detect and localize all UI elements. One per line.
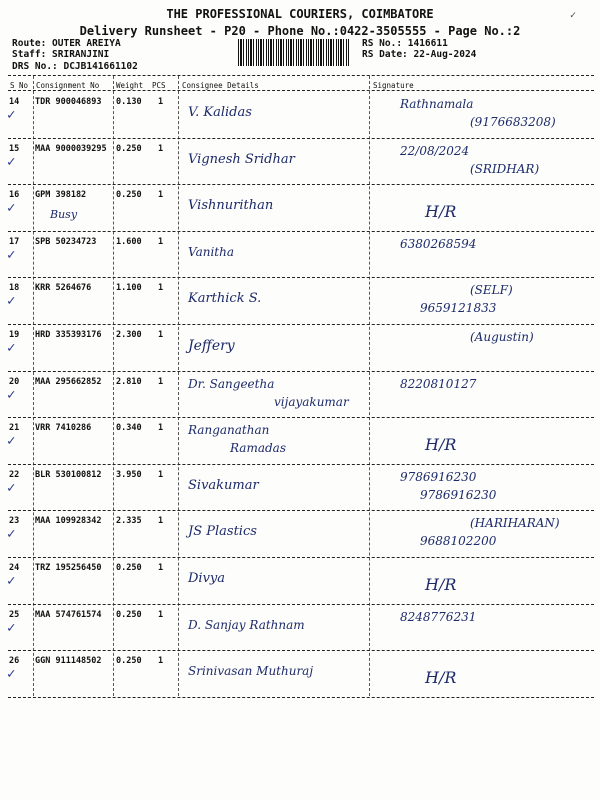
row-signature-line2: (SRIDHAR)	[470, 161, 540, 176]
row-weight: 2.300	[116, 330, 142, 340]
row-consignee-line2: Ramadas	[230, 441, 286, 456]
row-signature: (Augustin)	[470, 330, 534, 344]
row-divider	[8, 557, 594, 558]
row-sno: 14	[9, 97, 20, 107]
row-consignment: GPM 398182	[35, 190, 87, 201]
row-signature: H/R	[425, 575, 457, 594]
row-weight: 0.250	[116, 143, 142, 154]
row-divider	[8, 371, 594, 372]
row-consignment: SPB 50234723	[35, 236, 97, 247]
delivered-check-mark: ✓	[7, 246, 16, 263]
col-header-pcs: PCS	[152, 81, 166, 90]
row-signature: H/R	[425, 202, 457, 222]
row-sno: 15	[9, 143, 20, 154]
delivered-check-mark: ✓	[7, 619, 16, 636]
row-signature: (SELF)	[470, 283, 513, 298]
row-consignee: D. Sanjay Rathnam	[188, 617, 305, 632]
row-weight: 0.250	[116, 609, 142, 620]
row-pcs: 1	[158, 236, 164, 247]
delivered-check-mark: ✓	[7, 293, 16, 310]
row-consignee: Vanitha	[188, 244, 234, 259]
row-pcs: 1	[158, 330, 164, 340]
delivered-check-mark: ✓	[7, 200, 16, 217]
row-consignee: Jeffery	[188, 338, 235, 354]
row-divider	[8, 231, 594, 232]
row-consignee: Ranganathan	[188, 423, 270, 438]
row-pcs: 1	[158, 97, 164, 107]
row-consignment: GGN 911148502	[35, 656, 102, 667]
row-signature: (HARIHARAN)	[470, 516, 560, 531]
delivered-check-mark: ✓	[7, 666, 16, 683]
row-pcs: 1	[158, 190, 164, 201]
row-sno: 20	[9, 376, 20, 387]
row-signature-line2: 9659121833	[420, 301, 497, 316]
row-sno: 26	[9, 656, 20, 667]
row-sno: 25	[9, 609, 20, 620]
row-consignment: MAA 9000039295	[35, 143, 107, 154]
row-consignment: BLR 530100812	[35, 469, 102, 480]
row-consignment: VRR 7410286	[35, 423, 92, 434]
row-signature: H/R	[425, 668, 457, 688]
rs-number: RS No.: 1416611	[362, 38, 448, 49]
corner-check-mark: ✓	[570, 10, 577, 21]
row-consignment: MAA 295662852	[35, 376, 102, 387]
row-sno: 19	[9, 330, 20, 340]
row-divider	[8, 324, 594, 325]
row-consignee: Dr. Sangeetha	[188, 376, 275, 391]
col-header-sno: S No	[10, 81, 29, 90]
row-divider	[8, 510, 594, 511]
row-weight: 1.600	[116, 236, 142, 247]
row-consignee: Sivakumar	[188, 477, 259, 493]
row-consignee: V. Kalidas	[188, 105, 252, 120]
row-sno: 23	[9, 516, 20, 527]
row-consignment: KRR 5264676	[35, 283, 92, 294]
col-header-weight: Weight	[116, 81, 144, 90]
row-signature: 22/08/2024	[400, 143, 470, 158]
row-sno: 16	[9, 190, 20, 201]
row-consignment: TRZ 195256450	[35, 563, 102, 573]
col-header-signature: Signature	[373, 81, 414, 90]
row-weight: 3.950	[116, 469, 142, 480]
row-pcs: 1	[158, 423, 164, 434]
row-pcs: 1	[158, 656, 164, 667]
delivered-check-mark: ✓	[7, 573, 16, 589]
runsheet-subtitle: Delivery Runsheet - P20 - Phone No.:0422-3505555 - Page No.:2	[79, 24, 521, 38]
company-title: THE PROFESSIONAL COURIERS, COIMBATORE	[166, 7, 434, 21]
delivered-check-mark: ✓	[7, 340, 16, 356]
delivered-check-mark: ✓	[7, 526, 16, 543]
row-signature: 9786916230	[400, 469, 477, 484]
row-weight: 0.340	[116, 423, 142, 434]
drs-number: DRS No.: DCJB141661102	[12, 61, 138, 72]
row-signature-line2: (9176683208)	[470, 115, 556, 129]
row-sno: 21	[9, 423, 20, 434]
delivered-check-mark: ✓	[7, 479, 16, 496]
row-divider	[8, 417, 594, 418]
row-sno: 18	[9, 283, 20, 294]
row-consignment: HRD 335393176	[35, 330, 102, 340]
delivered-check-mark: ✓	[7, 107, 16, 123]
row-pcs: 1	[158, 609, 164, 620]
row-consignee-line2: vijayakumar	[274, 394, 349, 409]
row-sno: 24	[9, 563, 20, 573]
row-divider	[8, 604, 594, 605]
delivered-check-mark: ✓	[7, 153, 16, 170]
row-weight: 2.335	[116, 516, 142, 527]
row-divider	[8, 464, 594, 465]
row-consignee: Divya	[188, 571, 226, 586]
row-pcs: 1	[158, 283, 164, 294]
row-weight: 1.100	[116, 283, 142, 294]
row-consignee: JS Plastics	[188, 524, 257, 540]
row-divider	[8, 184, 594, 185]
row-sno: 17	[9, 236, 20, 247]
row-consignee: Karthick S.	[188, 291, 262, 307]
row-pcs: 1	[158, 469, 164, 480]
row-weight: 0.250	[116, 563, 142, 573]
row-signature-line2: 9688102200	[420, 534, 497, 549]
row-divider	[8, 697, 594, 698]
row-consignee: Vishnurithan	[188, 198, 274, 214]
row-consignment: TDR 900046893	[35, 97, 102, 107]
barcode-image	[238, 39, 350, 66]
row-pcs: 1	[158, 143, 164, 154]
row-signature-line2: 9786916230	[420, 487, 497, 502]
row-pcs: 1	[158, 376, 164, 387]
row-signature: 8248776231	[400, 609, 477, 624]
row-weight: 0.130	[116, 97, 142, 107]
row-consignment: MAA 109928342	[35, 516, 102, 527]
row-consignee: Vignesh Sridhar	[188, 151, 295, 167]
row-weight: 0.250	[116, 190, 142, 201]
row-pcs: 1	[158, 516, 164, 527]
row-divider	[8, 650, 594, 651]
header-top-rule	[8, 75, 594, 76]
row-weight: 2.810	[116, 376, 142, 387]
row-pcs: 1	[158, 563, 164, 573]
row-sno: 22	[9, 469, 20, 480]
route-label: Route: OUTER AREIYA	[12, 38, 121, 49]
row-signature: 8220810127	[400, 376, 477, 391]
row-divider	[8, 277, 594, 278]
delivered-check-mark: ✓	[7, 433, 16, 450]
row-signature: Rathnamala	[400, 97, 474, 111]
header-bottom-rule	[8, 90, 594, 91]
col-header-consignment: Consignment No	[36, 81, 100, 90]
row-signature: H/R	[425, 435, 457, 455]
delivered-check-mark: ✓	[7, 386, 16, 403]
row-divider	[8, 138, 594, 139]
row-consignee: Srinivasan Muthuraj	[188, 664, 314, 679]
row-consignment: MAA 574761574	[35, 609, 102, 620]
rs-date: RS Date: 22-Aug-2024	[362, 49, 477, 60]
staff-label: Staff: SRIRANJINI	[12, 49, 110, 60]
row-signature: 6380268594	[400, 236, 477, 251]
row-note: Busy	[50, 208, 78, 222]
row-weight: 0.250	[116, 656, 142, 667]
col-header-consignee: Consignee Details	[182, 81, 259, 90]
